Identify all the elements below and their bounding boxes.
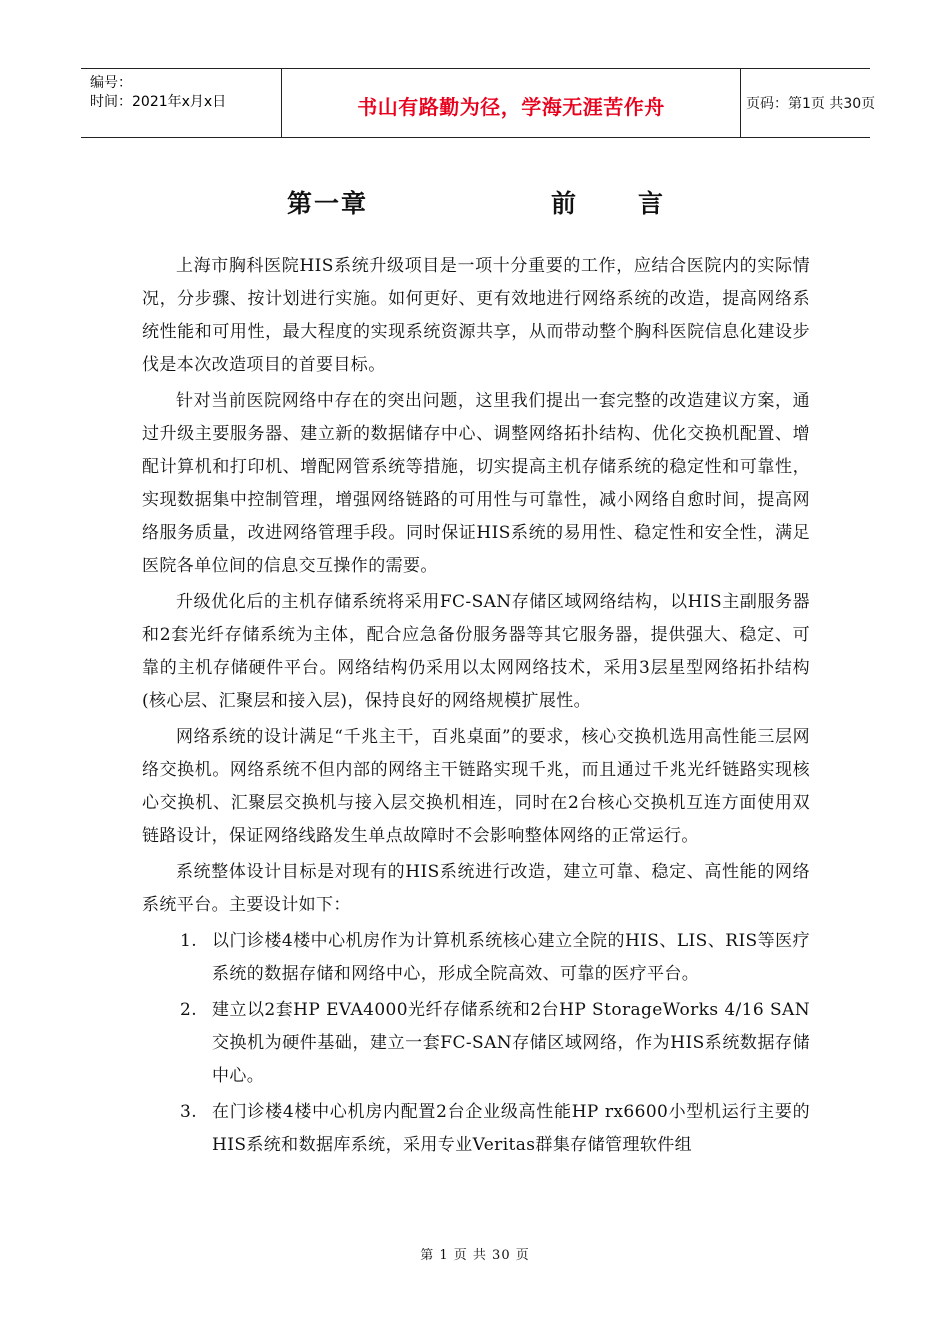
chapter-title-word-1: 前	[551, 189, 577, 218]
header-motto-cell	[281, 69, 741, 137]
list-item-text: 在门诊楼4楼中心机房内配置2台企业级高性能HP rx6600小型机运行主要的HIS系统和数据库系统，采用专业Veritas群集存储管理软件组	[212, 1102, 810, 1155]
header-table	[81, 68, 876, 138]
chapter-number: 第一章	[287, 189, 369, 218]
document-number-label: 编号：	[90, 75, 132, 91]
body-paragraph: 上海市胸科医院HIS系统升级项目是一项十分重要的工作，应结合医院内的实际情况，分步骤、按计划进行实施。如何更好、更有效地进行网络系统的改造，提高网络系统性能和可用性，最大程度的实现系统资源共享，从而带动整个胸科医院信息化建设步伐是本次改造项目的首要目标。	[142, 256, 810, 375]
chapter-title	[0, 184, 950, 220]
body-paragraph: 系统整体设计目标是对现有的HIS系统进行改造，建立可靠、稳定、高性能的网络系统平台。主要设计如下：	[142, 862, 810, 915]
document-body	[142, 250, 810, 1165]
body-paragraph: 升级优化后的主机存储系统将采用FC-SAN存储区域网络结构，以HIS主副服务器和2套光纤存储系统为主体，配合应急备份服务器等其它服务器，提供强大、稳定、可靠的主机存储硬件平台。网络结构仍采用以太网网络技术，采用3层星型网络拓扑结构(核心层、汇聚层和接入层)，保持良好的网络规模扩展性。	[142, 592, 810, 711]
header-page-cell	[740, 69, 876, 137]
list-item-number: 2.	[180, 1000, 198, 1020]
list-item	[142, 1096, 810, 1162]
chapter-title-word-2: 言	[638, 189, 664, 218]
page-footer: 第 1 页 共 30 页	[420, 1248, 530, 1263]
design-goals-list	[142, 925, 810, 1162]
list-item-text: 建立以2套HP EVA4000光纤存储系统和2台HP StorageWorks 4/16 SAN 交换机为硬件基础，建立一套FC-SAN存储区域网络，作为HIS系统数据存储中心。	[212, 1000, 810, 1086]
body-paragraph: 网络系统的设计满足“千兆主干，百兆桌面”的要求，核心交换机选用高性能三层网络交换机。网络系统不但内部的网络主干链路实现千兆，而且通过千兆光纤链路实现核心交换机、汇聚层交换机与接入层交换机相连，同时在2台核心交换机互连方面使用双链路设计，保证网络线路发生单点故障时不会影响整体网络的正常运行。	[142, 727, 810, 846]
list-item-text: 以门诊楼4楼中心机房作为计算机系统核心建立全院的HIS、LIS、RIS等医疗系统的数据存储和网络中心，形成全院高效、可靠的医疗平台。	[212, 931, 810, 984]
header-motto: 书山有路勤为径，学海无涯苦作舟	[357, 95, 665, 119]
list-item-number: 1.	[180, 931, 198, 951]
list-item-number: 3.	[180, 1102, 198, 1122]
list-item	[142, 994, 810, 1093]
document-time-label: 时间：2021年x月x日	[90, 94, 227, 110]
list-item	[142, 925, 810, 991]
header-page-label: 页码：第1页 共30页	[746, 96, 876, 112]
body-paragraph: 针对当前医院网络中存在的突出问题，这里我们提出一套完整的改造建议方案，通过升级主要服务器、建立新的数据储存中心、调整网络拓扑结构、优化交换机配置、增配计算机和打印机、增配网管系统等措施，切实提高主机存储系统的稳定性和可靠性，实现数据集中控制管理，增强网络链路的可用性与可靠性，减小网络自愈时间，提高网络服务质量，改进网络管理手段。同时保证HIS系统的易用性、稳定性和安全性，满足医院各单位间的信息交互操作的需要。	[142, 391, 810, 576]
header-meta-cell	[81, 69, 281, 137]
